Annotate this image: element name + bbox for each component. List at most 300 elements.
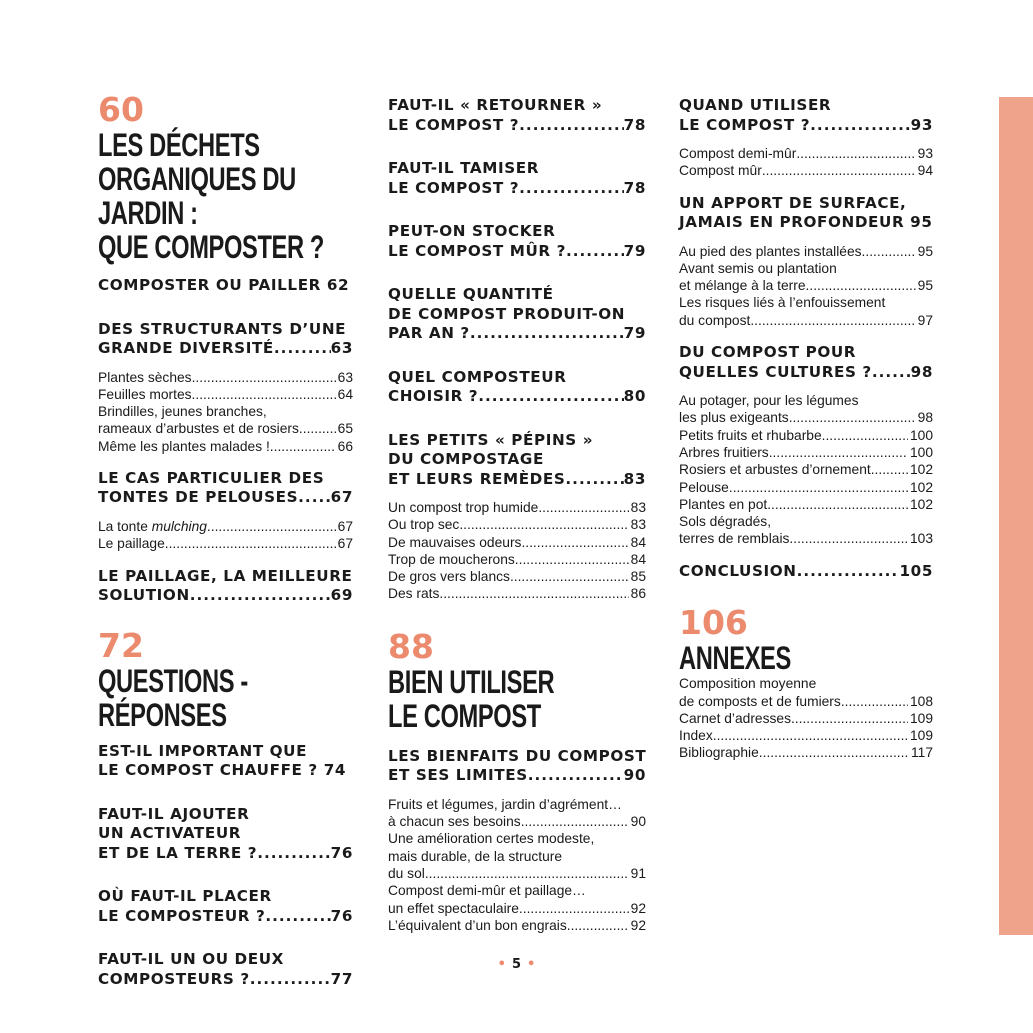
entry-page-number: 102 (909, 496, 933, 512)
dot-leader (565, 470, 623, 490)
entry-text (388, 499, 538, 516)
entry-text (388, 585, 439, 602)
section-heading (388, 222, 646, 261)
entry-text (679, 145, 796, 162)
entry-page-number: 86 (630, 586, 646, 602)
entry-text-main: Carnet d’adresses (679, 710, 791, 726)
toc-entry-line: Fruits et légumes, jardin d’agrément… (388, 796, 622, 812)
entry-page-number: 91 (630, 865, 646, 881)
dot-leader (793, 530, 908, 547)
section-heading-line (679, 363, 933, 383)
section-heading-text: CONCLUSION (679, 561, 797, 580)
toc-entry (679, 162, 933, 179)
toc-entry-line: mais durable, de la structure (388, 848, 563, 864)
entry-text (679, 444, 769, 461)
dot-leader (521, 534, 628, 551)
section-heading-line (98, 488, 353, 508)
entry-page-number: 94 (917, 163, 933, 179)
section-heading-text: PEUT-ON STOCKER (388, 222, 556, 240)
dot-leader (439, 585, 628, 602)
toc-entry (388, 534, 646, 551)
entry-page-number: 92 (630, 900, 646, 916)
dot-leader (871, 461, 908, 478)
section-heading-line (388, 324, 646, 344)
toc-section (98, 567, 353, 606)
chapter-title-line: ANNEXES (679, 640, 791, 677)
dot-leader (796, 145, 915, 162)
section-page-number: 67 (330, 488, 353, 507)
section-heading-line (388, 159, 646, 179)
toc-section (98, 276, 353, 296)
toc-entry (679, 409, 933, 426)
section-heading-line (388, 116, 646, 136)
chapter-block (98, 625, 353, 733)
section-page-number: 93 (910, 115, 933, 134)
toc-section (679, 675, 933, 761)
entry-page-number: 102 (909, 479, 933, 495)
section-heading-text: LE COMPOST CHAUFFE ? 74 (98, 761, 347, 780)
dot-leader (713, 727, 908, 744)
entry-text-main: Ou trop sec (388, 517, 460, 533)
section-heading (388, 159, 646, 198)
entry-page-number: 66 (337, 438, 353, 454)
entry-page-number: 98 (917, 410, 933, 426)
dot-leader (190, 586, 331, 606)
section-heading-line (98, 970, 353, 990)
entry-text-main: du compost (679, 312, 751, 328)
section-heading (679, 343, 933, 382)
section-heading-line (388, 368, 646, 388)
toc-entry (388, 917, 646, 934)
toc-entry (679, 744, 933, 761)
section-heading-line (98, 907, 353, 927)
section-heading-line (98, 761, 353, 781)
section-heading (388, 368, 646, 407)
section-entries (679, 243, 933, 329)
section-heading-line (388, 96, 646, 116)
entry-text-main: terres de remblais. (679, 531, 794, 547)
section-heading-text: JAMAIS EN PROFONDEUR 95 (679, 213, 933, 232)
entry-page-number: 102 (909, 462, 933, 478)
dot-leader (767, 496, 908, 513)
section-heading-line (98, 276, 353, 296)
entry-text-main: du sol (388, 865, 425, 881)
dot-leader (566, 242, 624, 262)
dot-leader (806, 277, 916, 294)
section-page-number: 90 (623, 766, 646, 785)
entry-text-main: Plantes sèches (98, 369, 192, 385)
toc-entry (98, 386, 353, 403)
dot-leader (519, 900, 629, 917)
entry-text (388, 917, 567, 934)
toc-entry (679, 243, 933, 260)
chapter-block (98, 92, 353, 264)
toc-entry (679, 727, 933, 744)
chapter-title-line: BIEN UTILISER (388, 663, 555, 700)
dot-leader (791, 710, 908, 727)
section-heading-text: DU COMPOST POUR (679, 343, 857, 362)
toc-entry (679, 530, 933, 547)
toc-entry (388, 516, 646, 533)
dot-leader (759, 744, 909, 761)
entry-page-number: 67 (337, 518, 353, 534)
section-entries (388, 796, 646, 934)
toc-column-2 (388, 92, 646, 934)
entry-text-main: et mélange à la terre (679, 278, 806, 294)
section-heading-text: ET LEURS REMÈDES (388, 469, 566, 488)
dot-leader (265, 907, 330, 927)
section-heading-text: QUAND UTILISER (679, 96, 832, 114)
entry-text (388, 865, 425, 882)
section-heading-text: LE COMPOST ? (388, 178, 520, 197)
section-heading (98, 469, 353, 508)
dot-leader (274, 339, 331, 359)
dot-leader (538, 499, 628, 516)
dot-leader (519, 179, 624, 199)
section-heading-line (388, 305, 646, 325)
toc-entry-line: Composition moyenne (679, 676, 817, 692)
toc-entry (679, 479, 933, 496)
dot-leader (521, 813, 629, 830)
entry-text-main: Bibliographie (679, 745, 759, 761)
side-color-tab (999, 97, 1033, 935)
section-heading-text: LE COMPOST ? (388, 115, 520, 134)
chapter-title-line: LES DÉCHETS (98, 127, 260, 163)
section-heading-line (679, 96, 933, 116)
dot-leader (797, 562, 900, 582)
toc-entry (388, 900, 646, 917)
entry-text-main: La tonte (98, 518, 152, 534)
section-heading-line (388, 747, 646, 767)
entry-text (98, 438, 270, 455)
section-heading-text: QUELLE QUANTITÉ (388, 285, 554, 303)
entry-page-number: 95 (917, 243, 933, 259)
dot-leader (165, 535, 336, 552)
section-entries (98, 518, 353, 553)
dot-leader (762, 162, 916, 179)
dot-leader (257, 844, 330, 864)
toc-entry (98, 369, 353, 386)
dot-leader (192, 369, 336, 386)
entry-text-main: L’équivalent d’un bon engrais (388, 917, 567, 933)
section-heading-text: TONTES DE PELOUSES (98, 488, 299, 507)
entry-text (388, 900, 519, 917)
entry-page-number: 85 (630, 569, 646, 585)
dot-leader (822, 427, 908, 444)
section-heading-text: LE COMPOSTEUR ? (98, 906, 266, 925)
section-entries (388, 499, 646, 603)
entry-text-main: les plus exigeants (679, 410, 789, 426)
section-heading (98, 276, 353, 296)
dot-leader (750, 312, 915, 329)
dot-leader (207, 518, 336, 535)
section-heading-line (679, 343, 933, 363)
toc-entry-line: Au potager, pour les légumes (679, 393, 859, 409)
section-heading-text: DU COMPOSTAGE (388, 450, 544, 468)
entry-text (679, 409, 789, 426)
section-heading-text: COMPOSTEURS ? (98, 969, 250, 988)
dot-leader (425, 865, 629, 882)
section-page-number: 83 (623, 469, 646, 488)
entry-text (388, 551, 515, 568)
chapter-number: 88 (388, 626, 434, 666)
toc-entry (98, 420, 353, 437)
entry-text-main: Au pied des plantes installées (679, 243, 862, 259)
chapter-title-line: QUE COMPOSTER ? (98, 229, 325, 265)
entry-page-number: 100 (909, 444, 933, 460)
entry-text-main: Même les plantes malades ! (98, 438, 270, 454)
section-heading-text: DES STRUCTURANTS D’UNE (98, 319, 347, 338)
section-heading (98, 887, 353, 926)
section-heading-line (98, 586, 353, 606)
toc-section (98, 805, 353, 864)
entry-page-number: 109 (909, 710, 933, 726)
chapter-number: 106 (679, 603, 748, 643)
entry-text-main: Feuilles mortes (98, 386, 192, 402)
section-page-number: 79 (623, 324, 646, 342)
section-heading-text: FAUT-IL AJOUTER (98, 804, 250, 823)
entry-text-main: rameaux d’arbustes et de rosiers (98, 421, 299, 437)
section-page-number: 98 (910, 362, 933, 381)
section-page-number: 77 (330, 969, 353, 988)
entry-text-main: Petits fruits et rhubarbe (679, 427, 822, 443)
section-heading-line (388, 431, 646, 451)
entry-text-main: Arbres fruitiers (679, 444, 769, 460)
section-heading-text: FAUT-IL UN OU DEUX (98, 950, 284, 969)
toc-entry (388, 551, 646, 568)
toc-section (98, 320, 353, 455)
section-heading-line (388, 222, 646, 242)
toc-entry-line: Une amélioration certes modeste, (388, 831, 595, 847)
toc-section (388, 285, 646, 344)
section-heading-text: FAUT-IL TAMISER (388, 159, 539, 177)
footer-dot-right: • (527, 957, 536, 972)
toc-entry (98, 438, 353, 455)
dot-leader (299, 420, 336, 437)
toc-entry-line: Les risques liés à l’enfouissement (679, 295, 886, 311)
section-entries (679, 145, 933, 180)
section-heading (679, 96, 933, 135)
section-heading-text: FAUT-IL « RETOURNER » (388, 96, 603, 114)
toc-column-3 (679, 92, 933, 762)
section-heading (98, 567, 353, 606)
entry-text (679, 162, 762, 179)
section-heading (388, 747, 646, 786)
toc-section (98, 742, 353, 781)
entry-text-main: Index (679, 728, 713, 744)
section-heading-text: LE COMPOST MÛR ? (388, 241, 566, 260)
entry-page-number: 117 (911, 745, 933, 761)
toc-section (388, 431, 646, 603)
dot-leader (298, 488, 331, 508)
toc-entry (388, 865, 646, 882)
entry-text-main: à chacun ses besoins (388, 814, 521, 830)
entry-page-number: 84 (630, 551, 646, 567)
entry-text (679, 744, 759, 761)
section-heading-line (98, 824, 353, 844)
section-page-number: 78 (623, 178, 646, 197)
entry-page-number: 109 (909, 728, 933, 744)
toc-entry (679, 427, 933, 444)
entry-text (679, 710, 791, 727)
toc-section (679, 562, 933, 582)
section-page-number: 80 (623, 387, 646, 405)
section-heading-text: LES PETITS « PÉPINS » (388, 430, 594, 449)
section-heading-line (98, 320, 353, 340)
dot-leader (478, 387, 623, 407)
toc-entry (679, 461, 933, 478)
section-heading-text: OÙ FAUT-IL PLACER (98, 887, 272, 906)
section-heading-line (98, 844, 353, 864)
section-heading-line (388, 387, 646, 407)
section-entries (679, 392, 933, 548)
section-heading-text: LE CAS PARTICULIER DES (98, 468, 325, 487)
section-page-number: 105 (899, 561, 933, 580)
dot-leader (192, 386, 336, 403)
dot-leader (841, 693, 908, 710)
toc-entry (679, 312, 933, 329)
section-page-number: 63 (330, 339, 353, 357)
entry-text (679, 496, 767, 513)
dot-leader (250, 970, 331, 990)
toc-section (388, 96, 646, 135)
dot-leader (872, 363, 911, 383)
dot-leader (270, 438, 336, 455)
chapter-title (679, 641, 935, 675)
section-heading-text: SOLUTION (98, 586, 190, 605)
section-heading-line (679, 116, 933, 136)
section-heading-text: LE PAILLAGE, LA MEILLEURE (98, 566, 353, 585)
section-heading-text: PAR AN ? (388, 324, 470, 342)
toc-entry (679, 496, 933, 513)
entry-page-number: 103 (909, 531, 933, 547)
toc-entry (98, 518, 353, 535)
entry-page-number: 84 (630, 534, 646, 550)
toc-entry (679, 277, 933, 294)
page-footer (0, 957, 1033, 972)
section-heading-line (388, 766, 646, 786)
toc-entry (679, 693, 933, 710)
entry-text (388, 813, 521, 830)
entry-text (679, 461, 871, 478)
chapter-title-line: ORGANIQUES DU JARDIN : (98, 161, 296, 231)
entry-page-number: 95 (917, 278, 933, 294)
section-heading-line (388, 285, 646, 305)
entry-text-main: Pelouse (679, 479, 729, 495)
section-heading-line (98, 339, 353, 359)
entry-page-number: 67 (337, 536, 353, 552)
section-page-number: 78 (623, 115, 646, 134)
toc-entry (388, 813, 646, 830)
dot-leader (810, 116, 911, 136)
section-heading-line (388, 179, 646, 199)
section-heading-text: UN APPORT DE SURFACE, (679, 193, 907, 212)
entry-text-main: Trop de moucherons (388, 551, 515, 567)
section-heading (388, 285, 646, 344)
toc-section (679, 194, 933, 329)
section-heading-text: LES BIENFAITS DU COMPOST (388, 746, 647, 765)
section-heading-line (98, 567, 353, 587)
entry-page-number: 108 (909, 693, 933, 709)
toc-column-1 (98, 92, 353, 989)
entry-text (98, 369, 192, 386)
entry-text (679, 427, 822, 444)
footer-dot-left: • (497, 957, 506, 972)
entry-page-number: 93 (917, 146, 933, 161)
dot-leader (567, 917, 629, 934)
section-heading-line (98, 469, 353, 489)
entry-text-main: un effet spectaculaire (388, 900, 519, 916)
entry-text-main: Le paillage (98, 536, 165, 552)
section-heading-line (98, 887, 353, 907)
section-entries (679, 675, 933, 761)
entry-text (388, 534, 521, 551)
section-heading (98, 805, 353, 864)
dot-leader (729, 479, 908, 496)
section-heading-text: UN ACTIVATEUR (98, 824, 242, 843)
entry-text-main: de composts et de fumiers (679, 693, 841, 709)
entry-text (679, 693, 841, 710)
section-page-number: 69 (330, 586, 353, 605)
toc-section (98, 887, 353, 926)
toc-entry (679, 444, 933, 461)
section-heading (388, 96, 646, 135)
entry-page-number: 90 (630, 814, 646, 830)
entry-text-main: Compost mûr (679, 163, 762, 179)
entry-page-number: 92 (630, 917, 646, 933)
dot-leader (789, 409, 916, 426)
section-heading-line (388, 242, 646, 262)
section-heading-line (388, 470, 646, 490)
entry-text (98, 386, 192, 403)
toc-entry-line: Brindilles, jeunes branches, (98, 404, 267, 420)
entry-text (679, 243, 862, 260)
chapter-number: 60 (98, 90, 144, 129)
section-heading (679, 562, 933, 582)
toc-entry-line: Avant semis ou plantation (679, 260, 837, 276)
entry-text-italic: mulching (151, 518, 207, 534)
entry-text (679, 727, 713, 744)
toc-entry (679, 145, 933, 162)
section-heading-line (388, 450, 646, 470)
page-number: 5 (511, 957, 522, 972)
toc-entry (388, 499, 646, 516)
entry-text-main: De mauvaises odeurs (388, 534, 522, 550)
toc-section (388, 747, 646, 934)
chapter-number: 72 (98, 625, 144, 665)
section-page-number: 76 (330, 843, 353, 862)
section-heading-text: CHOISIR ? (388, 387, 479, 405)
section-heading-text: LE COMPOST ? (679, 115, 811, 134)
toc-section (679, 96, 933, 180)
toc-section (388, 368, 646, 407)
chapter-block (388, 626, 646, 734)
section-page-number: 79 (623, 241, 646, 260)
section-heading (388, 431, 646, 490)
entry-page-number: 63 (337, 369, 353, 385)
section-heading (679, 194, 933, 233)
dot-leader (470, 324, 624, 344)
toc-entry (388, 568, 646, 585)
entry-text (679, 277, 806, 294)
chapter-title (388, 665, 648, 733)
section-heading-line (679, 213, 933, 233)
section-page-number: 76 (330, 906, 353, 925)
section-heading-text: QUELLES CULTURES ? (679, 362, 872, 381)
entry-page-number: 64 (337, 386, 353, 402)
section-heading-line (98, 805, 353, 825)
section-heading-line (98, 742, 353, 762)
